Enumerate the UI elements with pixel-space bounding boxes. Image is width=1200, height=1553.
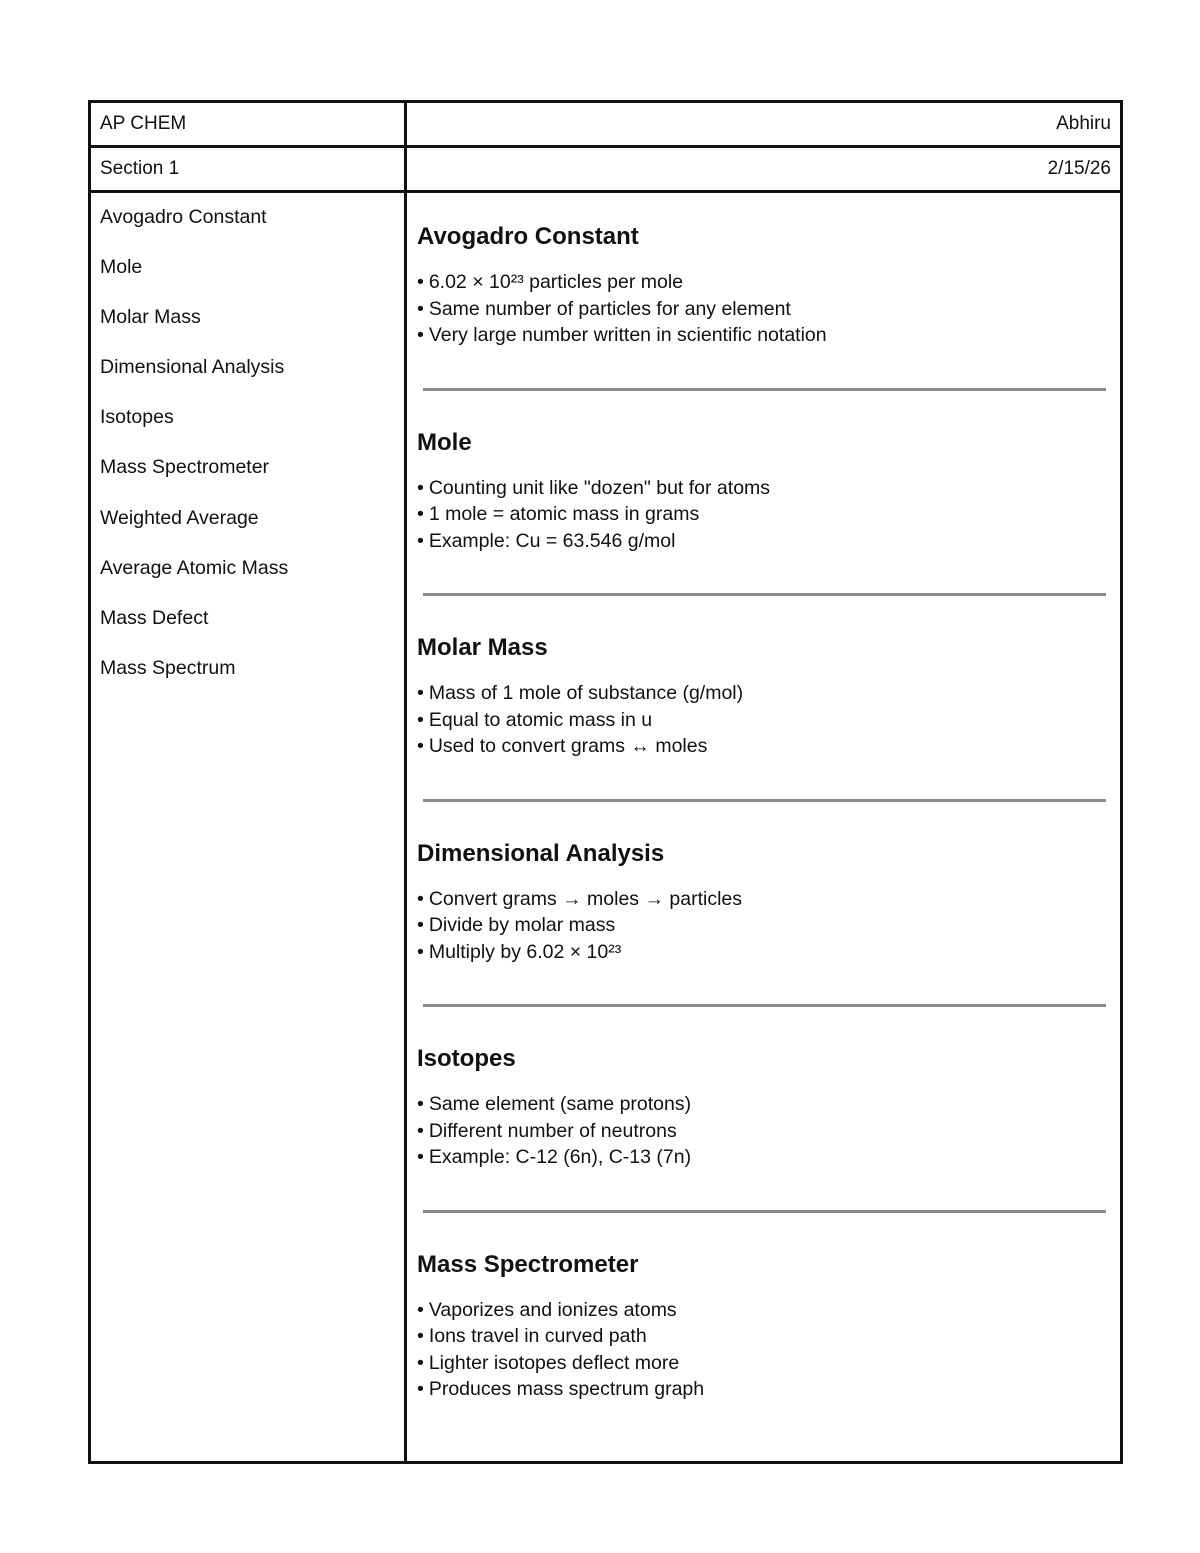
- note-point: [417, 707, 1106, 734]
- bullet-icon: •: [417, 271, 424, 293]
- section-divider: [423, 593, 1106, 596]
- topic-item: Avogadro Constant: [100, 206, 267, 228]
- note-point-text: 6.02 × 10²³ particles per mole: [428, 271, 683, 293]
- section-divider: [423, 1004, 1106, 1007]
- note-point-text: Used to convert grams ↔ moles: [428, 735, 708, 757]
- topic-item: Mass Defect: [100, 606, 209, 629]
- note-point: [417, 1323, 1106, 1350]
- note-point-text: Lighter isotopes deflect more: [428, 1351, 680, 1374]
- note-point-text: Multiply by 6.02 × 10²³: [428, 940, 622, 963]
- note-point: [417, 269, 1106, 296]
- note-point: [417, 1376, 1106, 1403]
- note-point: [417, 939, 1106, 966]
- note-point: [417, 680, 1106, 707]
- date-cell: 2/15/26: [406, 147, 1122, 192]
- bullet-icon: •: [417, 1378, 424, 1400]
- note-point: [417, 1297, 1106, 1324]
- topic-item: Average Atomic Mass: [100, 556, 289, 579]
- topic-item: Isotopes: [100, 406, 174, 429]
- bullet-icon: •: [417, 529, 424, 552]
- note-point: [417, 912, 1106, 939]
- note-section: [417, 1249, 1106, 1403]
- bullet-icon: •: [417, 476, 424, 499]
- bullet-icon: •: [417, 735, 424, 757]
- bullet-icon: •: [417, 1325, 424, 1347]
- note-section-title: Molar Mass: [417, 634, 548, 661]
- topic-item: Dimensional Analysis: [100, 356, 285, 379]
- note-section-title: Mass Spectrometer: [417, 1250, 639, 1278]
- note-point-text: Very large number written in scientific notation: [428, 324, 827, 346]
- bullet-icon: •: [417, 1298, 424, 1321]
- note-section: [417, 427, 1106, 555]
- section-cell: Section 1: [90, 147, 406, 192]
- note-points-list: [417, 475, 1106, 555]
- cornell-notes-table: [88, 100, 1123, 1464]
- note-points-list: [417, 269, 1106, 349]
- bullet-icon: •: [417, 940, 424, 963]
- note-point-text: Ions travel in curved path: [428, 1325, 647, 1347]
- course-cell: AP CHEM: [90, 102, 406, 147]
- note-section-title: Isotopes: [417, 1045, 516, 1072]
- note-point-text: Mass of 1 mole of substance (g/mol): [428, 682, 744, 704]
- note-point-text: Divide by molar mass: [428, 914, 616, 936]
- note-point-text: 1 mole = atomic mass in grams: [428, 503, 700, 525]
- section-divider: [423, 799, 1106, 802]
- bullet-icon: •: [417, 708, 424, 731]
- note-point: [417, 886, 1106, 913]
- topic-item: Mass Spectrum: [100, 656, 236, 679]
- note-point-text: Convert grams → moles → particles: [428, 887, 742, 910]
- topic-item: Mole: [100, 256, 143, 279]
- section-divider: [423, 1210, 1106, 1213]
- note-section-title: Dimensional Analysis: [417, 839, 665, 867]
- note-point: [417, 1144, 1106, 1171]
- note-point: [417, 1350, 1106, 1377]
- note-section: [417, 632, 1106, 760]
- note-section-title: Mole: [417, 428, 472, 456]
- note-point: [417, 296, 1106, 323]
- note-point-text: Example: C-12 (6n), C-13 (7n): [428, 1146, 692, 1168]
- note-point: [417, 501, 1106, 528]
- note-point-text: Example: Cu = 63.546 g/mol: [428, 529, 676, 552]
- bullet-icon: •: [417, 1093, 424, 1115]
- note-point: [417, 528, 1106, 555]
- note-point: [417, 475, 1106, 502]
- bullet-icon: •: [417, 503, 424, 525]
- note-point: [417, 322, 1106, 349]
- bullet-icon: •: [417, 887, 424, 910]
- note-points-list: [417, 886, 1106, 966]
- note-section-title: Avogadro Constant: [417, 223, 639, 250]
- bullet-icon: •: [417, 297, 424, 320]
- topics-list: [91, 193, 404, 706]
- bullet-icon: •: [417, 1119, 424, 1142]
- bullet-icon: •: [417, 682, 424, 704]
- note-point-text: Counting unit like "dozen" but for atoms: [428, 476, 771, 499]
- bullet-icon: •: [417, 914, 424, 936]
- note-point-text: Vaporizes and ionizes atoms: [428, 1298, 677, 1321]
- header-row-1: [90, 102, 1122, 147]
- section-divider: [423, 388, 1106, 391]
- note-point-text: Same element (same protons): [428, 1093, 692, 1115]
- bullet-icon: •: [417, 1351, 424, 1374]
- note-point-text: Equal to atomic mass in u: [428, 708, 653, 731]
- note-section: [417, 221, 1106, 349]
- note-points-list: [417, 1297, 1106, 1403]
- note-points-list: [417, 1091, 1106, 1171]
- bullet-icon: •: [417, 324, 424, 346]
- note-point: [417, 1091, 1106, 1118]
- notes-container: [407, 193, 1120, 1403]
- note-point: [417, 733, 1106, 760]
- topic-item: Weighted Average: [100, 506, 259, 529]
- note-point: [417, 1118, 1106, 1145]
- topic-item: Molar Mass: [100, 306, 201, 329]
- note-section: [417, 838, 1106, 966]
- note-point-text: Different number of neutrons: [428, 1119, 677, 1142]
- header-row-2: [90, 147, 1122, 192]
- note-points-list: [417, 680, 1106, 760]
- note-section: [417, 1043, 1106, 1171]
- topics-column: [90, 192, 406, 1463]
- body-row: [90, 192, 1122, 1463]
- bullet-icon: •: [417, 1146, 424, 1168]
- topic-item: Mass Spectrometer: [100, 456, 270, 479]
- note-point-text: Same number of particles for any element: [428, 297, 791, 320]
- student-name-cell: Abhiru: [406, 102, 1122, 147]
- note-point-text: Produces mass spectrum graph: [428, 1378, 705, 1400]
- notes-column: [406, 192, 1122, 1463]
